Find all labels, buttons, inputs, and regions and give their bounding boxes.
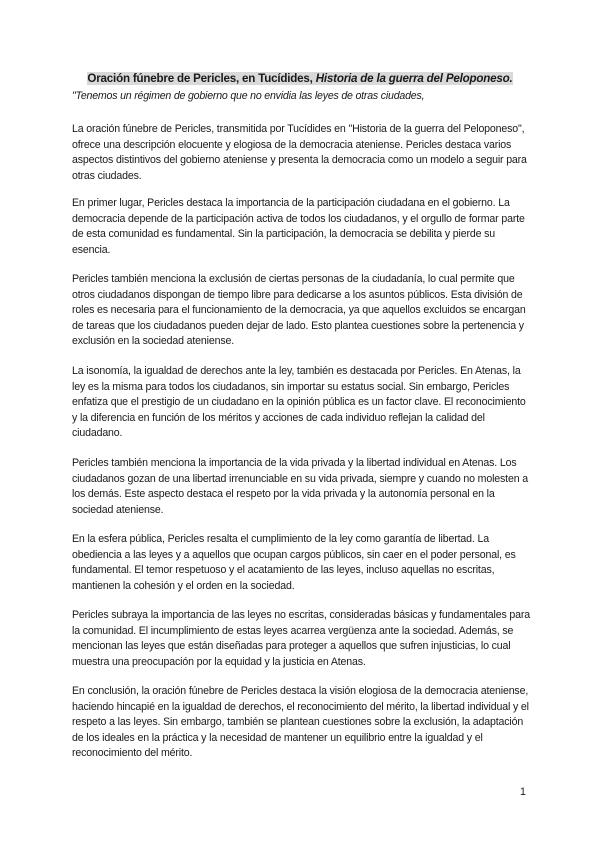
paragraph-6: En la esfera pública, Pericles resalta el cumplimiento de la ley como garantía de libertad. La obediencia a las leyes y a aquellos que ocupan cargos públicos, sin caer en el poder personal, es fundamental. El temor respetuoso y el acatamiento de las leyes, incluso aquellas no escritas, mantienen la cohesión y el orden en la sociedad.: [72, 533, 516, 592]
title-highlight: [87, 72, 512, 85]
paragraph-3: Pericles también menciona la exclusión de ciertas personas de la ciudadanía, lo cual permite que otros ciudadanos dispongan de tiempo libre para dedicarse a los asuntos públicos. Esta división de roles es necesaria para el funcionamiento de la democracia, ya que aquellos excluidos se encargan de tareas que los ciudadanos pueden dejar de lado. Esto plantea cuestiones sobre la pertenencia y exclusión en la sociedad ateniense.: [72, 273, 526, 348]
paragraph-5: Pericles también menciona la importancia de la vida privada y la libertad individual en Atenas. Los ciudadanos gozan de una libertad irrenunciable en su vida privada, siempre y cuando no molesten a los demás. Este aspecto destaca el respeto por la vida privada y la autonomía personal en la sociedad ateniense.: [72, 457, 528, 516]
paragraph-2: En primer lugar, Pericles destaca la importancia de la participación ciudadana en el gobierno. La democracia depende de la participación activa de todos los ciudadanos, y el orgullo de formar parte de esta comunidad es fundamental. Sin la participación, la democracia se debilita y pierde su esencia.: [72, 197, 525, 256]
paragraph-8: En conclusión, la oración fúnebre de Pericles destaca la visión elogiosa de la democracia ateniense, haciendo hincapié en la igualdad de derechos, el reconocimiento del mérito, la libertad individual y el respeto a las leyes. Sin embargo, también se plantean cuestiones sobre la exclusión, la adaptación de los ideales en la práctica y la necesidad de mantener un equilibrio entre la igualdad y el reconocimiento del mérito.: [72, 685, 529, 760]
title-text: Oración fúnebre de Pericles, en Tucídides,: [87, 72, 316, 85]
title-italic-text: Historia de la guerra del Peloponeso.: [315, 72, 513, 85]
document-title: [72, 70, 528, 87]
paragraph-1: La oración fúnebre de Pericles, transmitida por Tucídides en "Historia de la guerra del Peloponeso", ofrece una descripción elocuente y elogiosa de la democracia ateniense. Pericles destaca varios aspectos distintivos del gobierno ateniense y presenta la democracia como un modelo a seguir para otras ciudades.: [72, 123, 527, 182]
page-number: 1: [520, 786, 526, 798]
paragraph-4: La isonomía, la igualdad de derechos ante la ley, también es destacada por Pericles. En Atenas, la ley es la misma para todos los ciudadanos, sin importar su estatus social. Sin embargo, Pericles enfatiza que el prestigio de un ciudadano en la opinión pública es un factor clave. El reconocimiento y la diferencia en función de los méritos y acciones de cada individuo reflejan la calidad del ciudadano.: [72, 365, 526, 440]
opening-quote: "Tenemos un régimen de gobierno que no envidia las leyes de otras ciudades,: [72, 90, 425, 102]
paragraph-7: Pericles subraya la importancia de las leyes no escritas, consideradas básicas y fundamentales para la comunidad. El incumplimiento de estas leyes acarrea vergüenza ante la sociedad. Además, se mencionan las leyes que están diseñadas para proteger a aquellos que sufren injusticias, lo cual muestra una preocupación por la equidad y la justicia en Atenas.: [72, 609, 530, 668]
